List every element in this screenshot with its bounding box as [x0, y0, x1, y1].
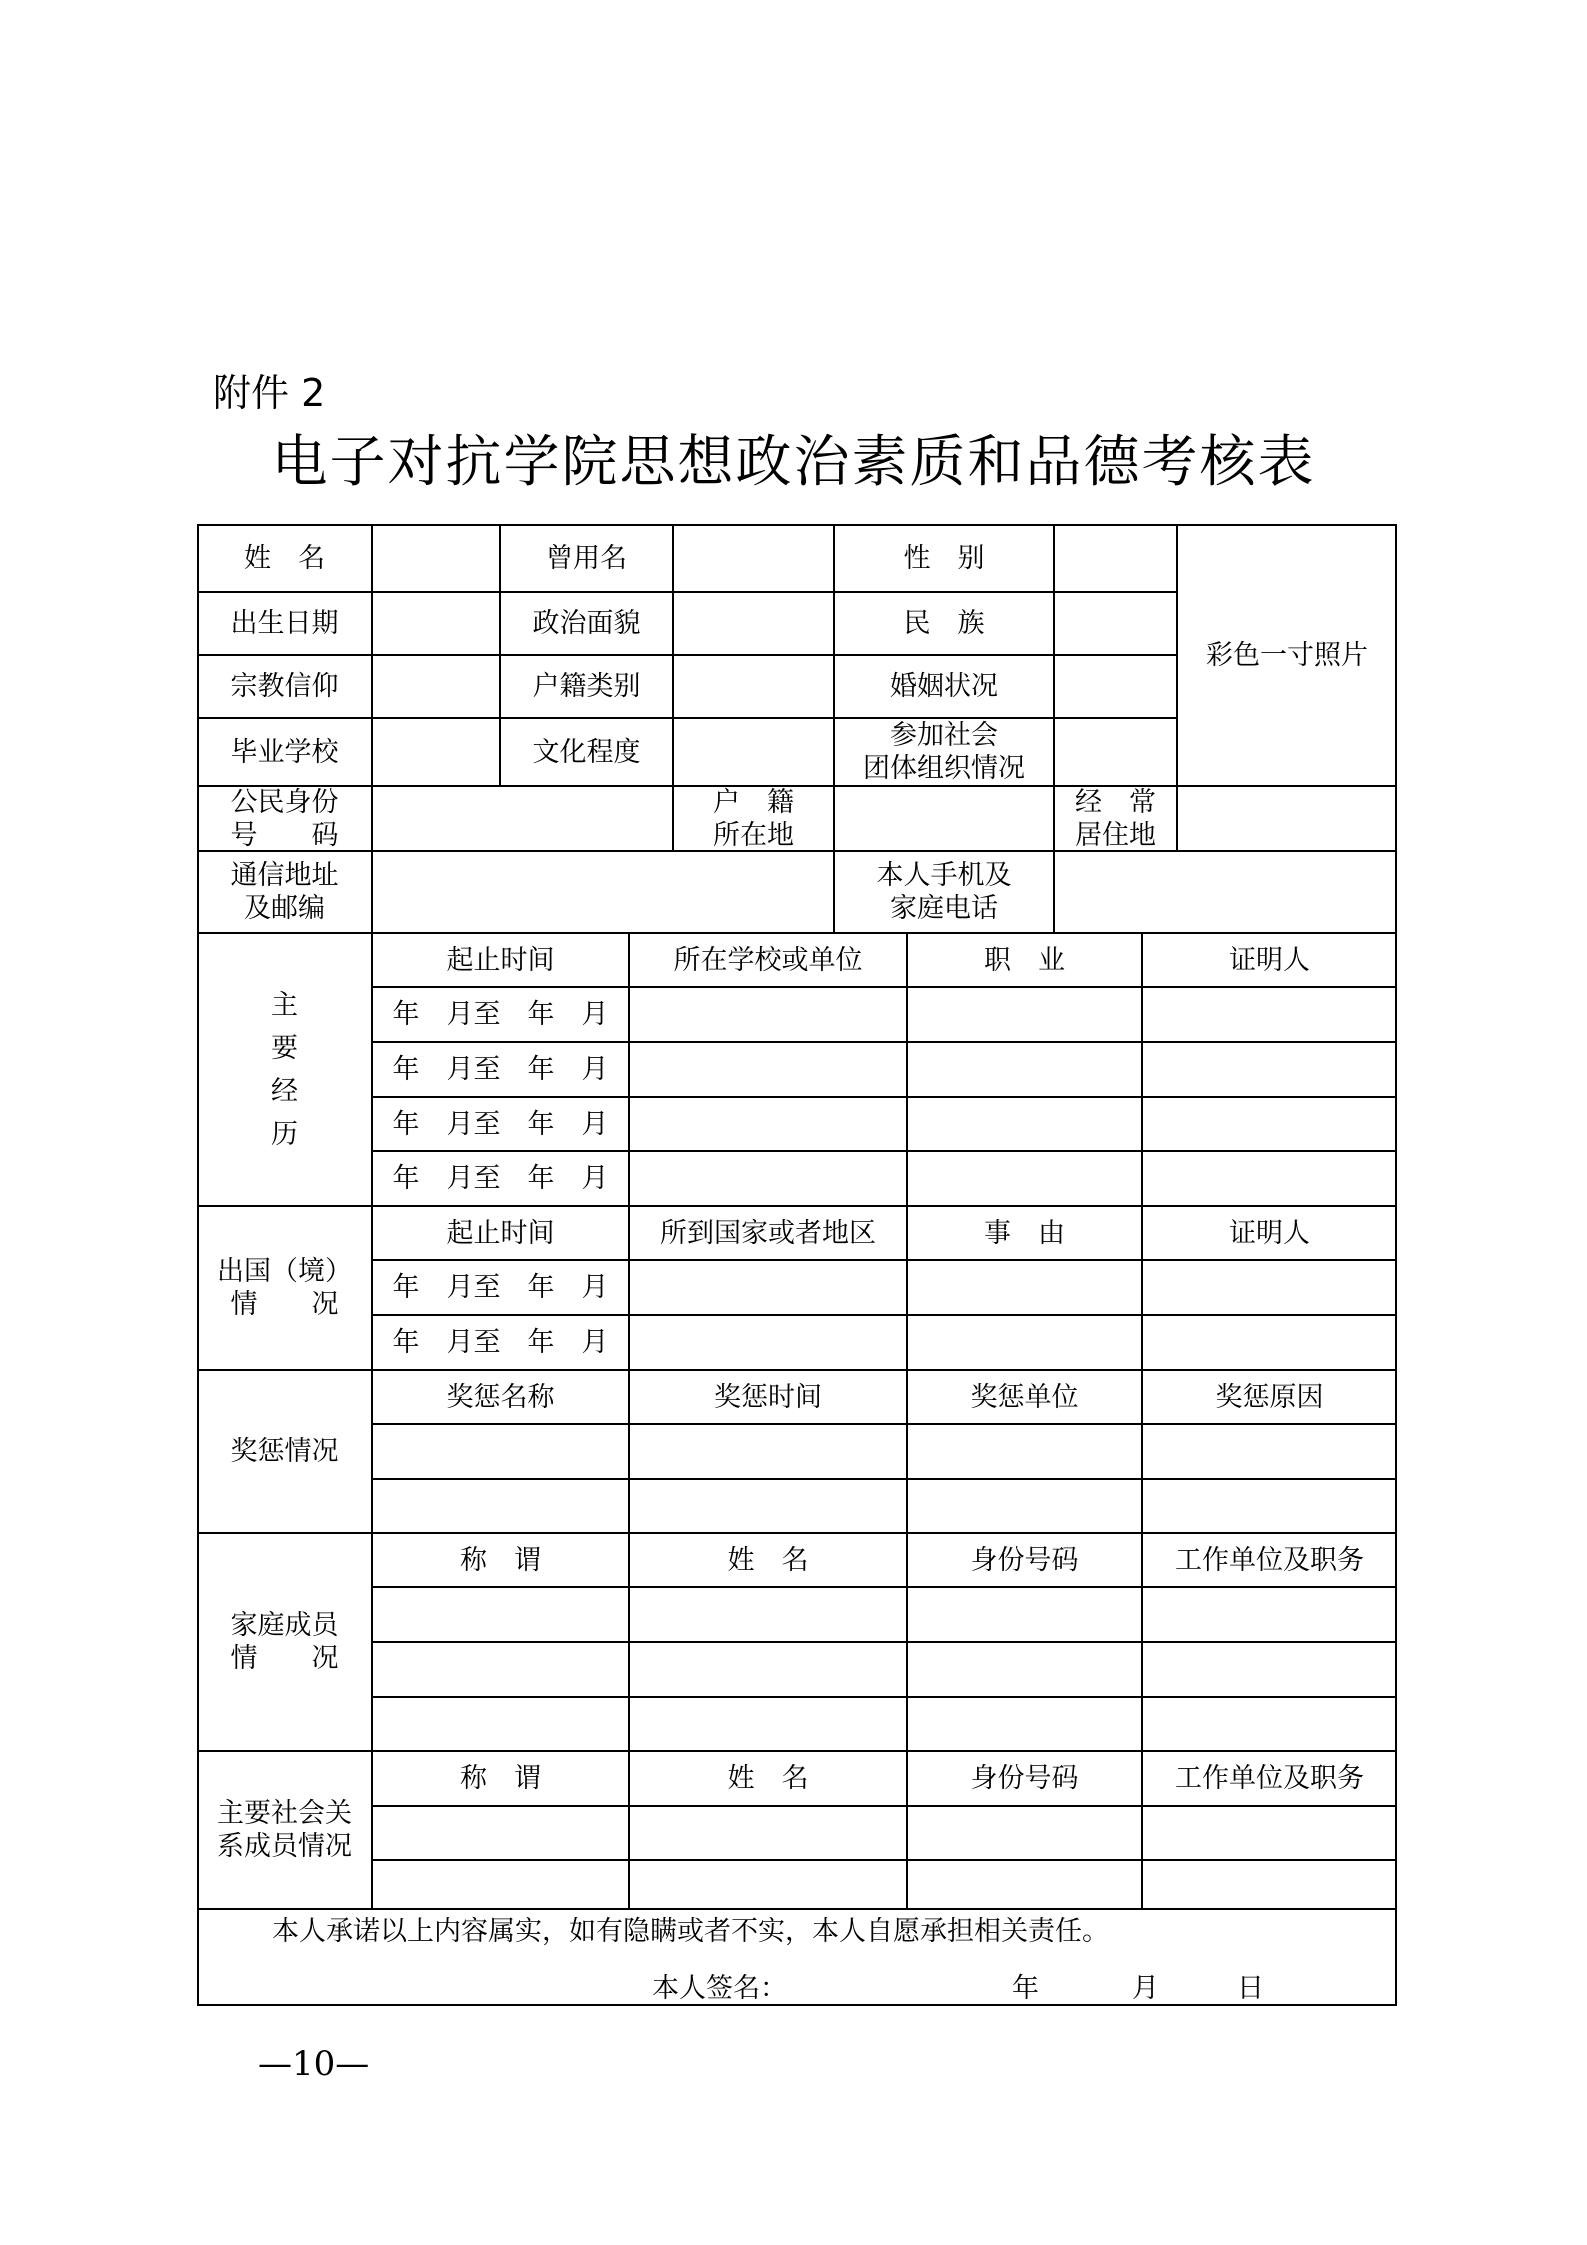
birth-date-field[interactable] [372, 592, 500, 655]
attachment-label: 附件 2 [213, 371, 326, 415]
abroad-header-reason: 事 由 [984, 1217, 1065, 1249]
label-name: 姓 名 [244, 542, 325, 574]
label-ethnicity: 民 族 [903, 608, 985, 639]
signature-field[interactable] [807, 1966, 1037, 2000]
label-address: 通信地址 及邮编 [230, 860, 339, 924]
social-header-name: 姓 名 [727, 1763, 809, 1794]
experience-row-period[interactable]: 年 月至 年 月 [392, 1054, 609, 1085]
abroad-header-country: 所到国家或者地区 [660, 1217, 876, 1249]
signature-year: 年 [1012, 1973, 1039, 2004]
family-header-name: 姓 名 [727, 1544, 809, 1576]
id-number-field[interactable] [372, 786, 673, 851]
abroad-row-period[interactable]: 年 月至 年 月 [392, 1327, 609, 1358]
former-name-field[interactable] [673, 524, 834, 592]
phone-field[interactable] [1054, 851, 1397, 933]
label-id-number: 公民身份 号 码 [230, 786, 339, 851]
photo-box[interactable]: 彩色一寸照片 [1206, 639, 1368, 671]
experience-header-period: 起止时间 [446, 944, 555, 976]
label-political-status: 政治面貌 [532, 608, 641, 639]
signature-day: 日 [1237, 1973, 1264, 2004]
experience-header-witness: 证明人 [1229, 944, 1310, 976]
rewards-header-reason: 奖惩原因 [1215, 1381, 1324, 1413]
gender-field[interactable] [1054, 524, 1177, 592]
experience-row-period[interactable]: 年 月至 年 月 [392, 999, 609, 1030]
graduated-school-field[interactable] [372, 718, 500, 786]
social-header-relation: 称 谓 [460, 1763, 541, 1794]
label-marital-status: 婚姻状况 [890, 671, 998, 702]
marital-status-field[interactable] [1054, 655, 1177, 718]
social-header-work: 工作单位及职务 [1175, 1763, 1364, 1794]
label-birth-date: 出生日期 [230, 608, 339, 639]
rewards-label: 奖惩情况 [230, 1436, 339, 1467]
household-type-field[interactable] [673, 655, 834, 718]
rewards-header-time: 奖惩时间 [714, 1381, 822, 1413]
experience-row-period[interactable]: 年 月至 年 月 [392, 1108, 609, 1140]
label-gender: 性 别 [903, 542, 985, 574]
address-field[interactable] [372, 851, 834, 933]
label-education-level: 文化程度 [532, 736, 641, 768]
evaluation-form [197, 524, 1397, 2006]
abroad-header-period: 起止时间 [446, 1217, 555, 1249]
experience-label: 主 要 经 历 [271, 989, 298, 1150]
family-header-id: 身份号码 [970, 1544, 1079, 1576]
experience-header-occupation: 职 业 [984, 944, 1065, 976]
label-household-type: 户籍类别 [532, 671, 641, 702]
social-groups-field[interactable] [1054, 718, 1177, 786]
name-field[interactable] [372, 524, 500, 592]
label-household-location: 户 籍 所在地 [713, 786, 794, 851]
political-status-field[interactable] [673, 592, 834, 655]
education-level-field[interactable] [673, 718, 834, 786]
experience-header-unit: 所在学校或单位 [673, 944, 863, 976]
signature-label: 本人签名： [652, 1973, 787, 2004]
social-label: 主要社会关 系成员情况 [217, 1798, 352, 1862]
social-header-id: 身份号码 [970, 1763, 1079, 1794]
abroad-header-witness: 证明人 [1229, 1217, 1310, 1249]
abroad-row-period[interactable]: 年 月至 年 月 [392, 1272, 609, 1303]
label-social-groups: 参加社会 团体组织情况 [863, 720, 1025, 784]
label-religion: 宗教信仰 [230, 671, 339, 702]
family-header-relation: 称 谓 [460, 1544, 541, 1576]
experience-row-period[interactable]: 年 月至 年 月 [392, 1163, 609, 1194]
label-graduated-school: 毕业学校 [230, 736, 339, 768]
rewards-header-unit: 奖惩单位 [970, 1381, 1079, 1413]
family-header-work: 工作单位及职务 [1175, 1544, 1364, 1576]
label-former-name: 曾用名 [546, 542, 627, 574]
rewards-header-name: 奖惩名称 [446, 1381, 555, 1413]
abroad-label: 出国（境） 情 况 [217, 1256, 352, 1320]
religion-field[interactable] [372, 655, 500, 718]
ethnicity-field[interactable] [1054, 592, 1177, 655]
page-number: —10— [258, 2044, 370, 2084]
family-label: 家庭成员 情 况 [230, 1610, 339, 1674]
label-phone: 本人手机及 家庭电话 [876, 860, 1012, 924]
residence-field[interactable] [1177, 786, 1397, 851]
signature-month: 月 [1132, 1973, 1159, 2004]
pledge-text: 本人承诺以上内容属实，如有隐瞒或者不实，本人自愿承担相关责任。 [272, 1916, 1109, 1947]
household-location-field[interactable] [834, 786, 1054, 851]
label-residence: 经 常 居住地 [1075, 786, 1156, 851]
form-title: 电子对抗学院思想政治素质和品德考核表 [271, 430, 1316, 495]
